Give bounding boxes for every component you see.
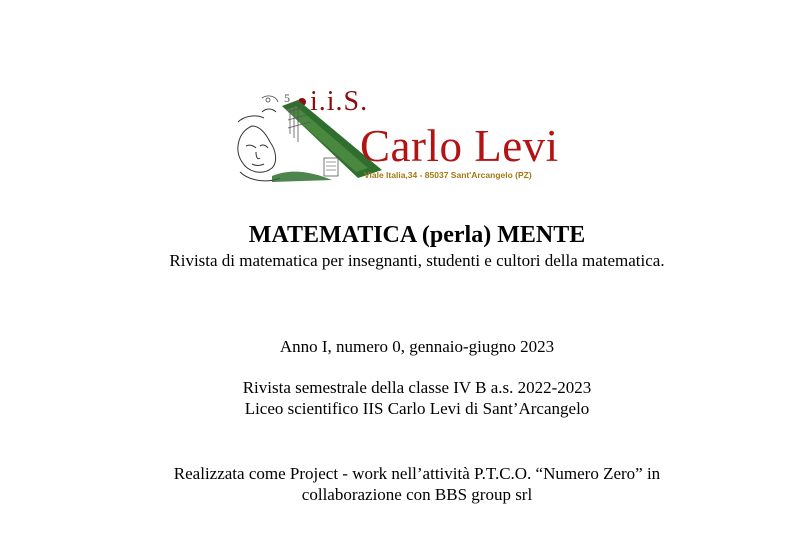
project-info-line-1: Realizzata come Project - work nell’attività P.T.C.O. “Numero Zero” in xyxy=(173,464,661,483)
document-title: MATEMATICA (perla) MENTE xyxy=(248,222,586,248)
issue-info: Anno I, numero 0, gennaio-giugno 2023 xyxy=(279,337,555,356)
document-subtitle: Rivista di matematica per insegnanti, studenti e cultori della matematica. xyxy=(169,251,665,270)
class-info: Rivista semestrale della classe IV B a.s. 2022-2023 xyxy=(242,378,592,397)
logo-iis-label: i.i.S. xyxy=(310,86,369,117)
logo-badge-number: 5 xyxy=(284,91,290,105)
school-logo xyxy=(232,88,608,188)
logo-address: Viale Italia,34 - 85037 Sant'Arcangelo (PZ) xyxy=(364,170,532,180)
school-info: Liceo scientifico IIS Carlo Levi di Sant’Arcangelo xyxy=(244,399,590,418)
project-info-line-2: collaborazione con BBS group srl xyxy=(301,485,533,504)
logo-school-name: Carlo Levi xyxy=(360,121,559,171)
